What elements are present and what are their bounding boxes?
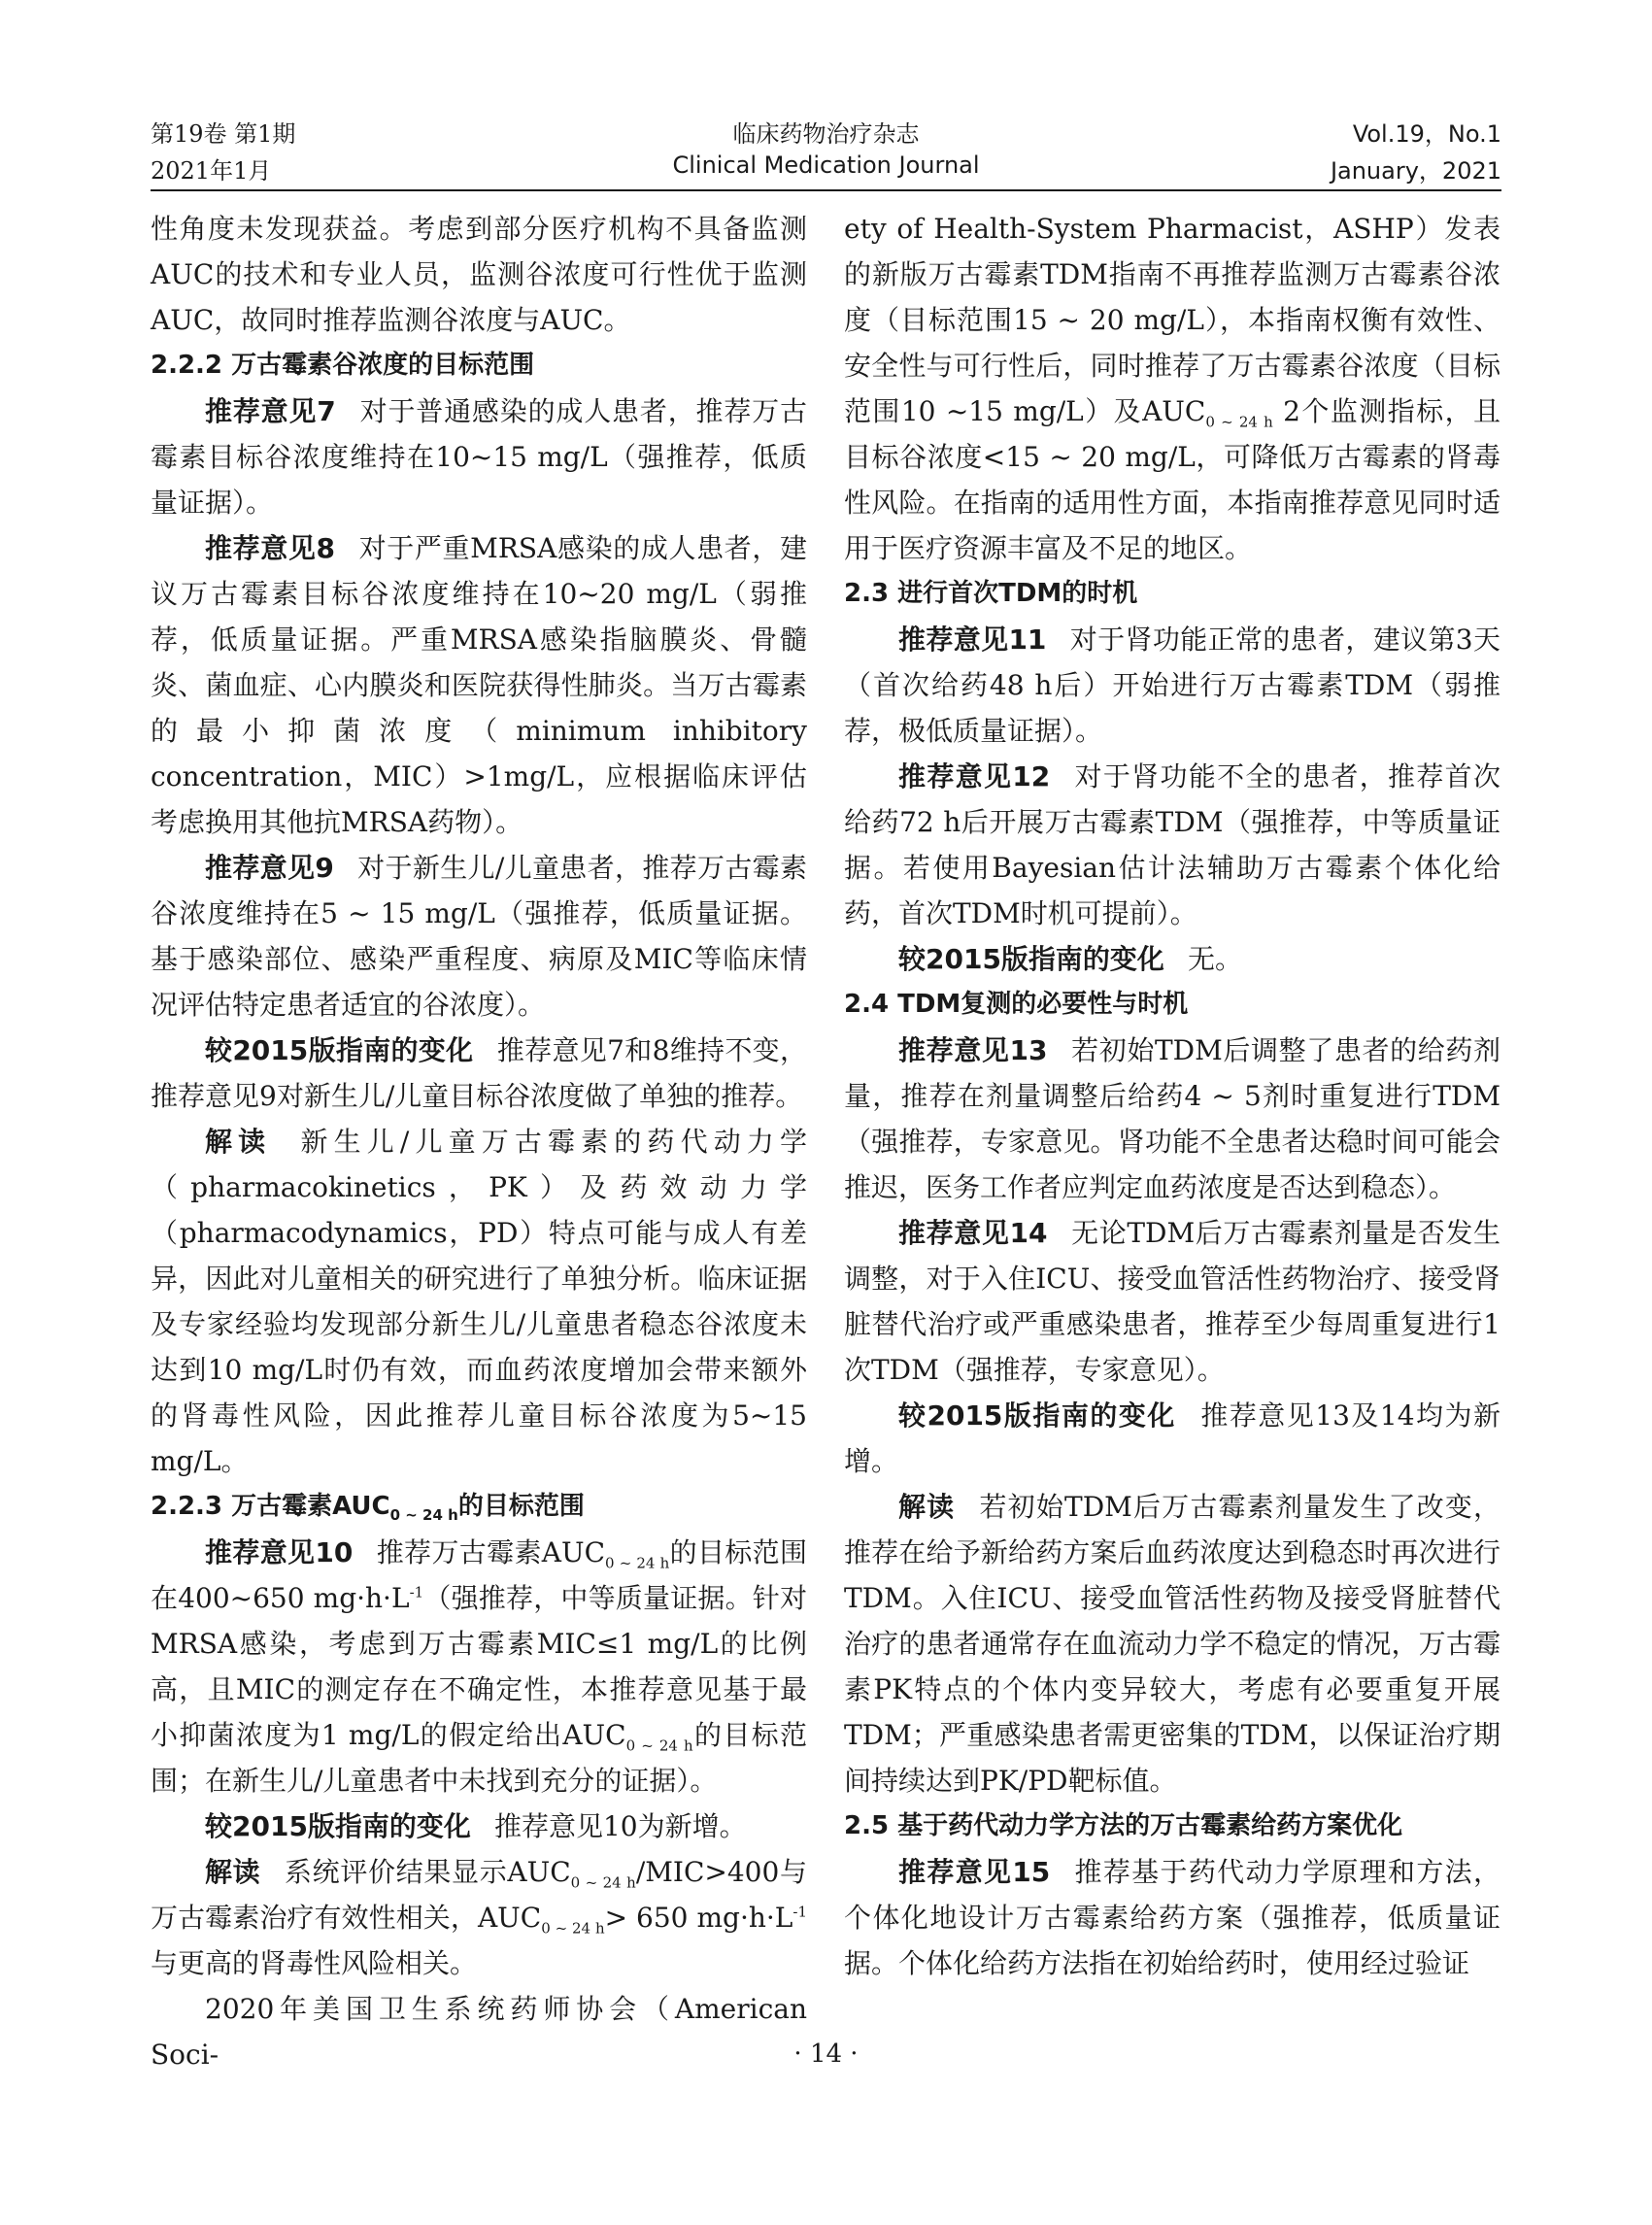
recommendation-text: 对于新生儿/儿童患者，推荐万古霉素谷浓度维持在5 ~ 15 mg/L（强推荐，低质量证据。基于感染部位、感染严重程度、病原及MIC等临床情况评估特定患者适宜的谷浓度）。 <box>151 852 808 1021</box>
recommendation-label: 推荐意见12 <box>898 760 1051 792</box>
left-column <box>151 206 807 2077</box>
recommendation-15 <box>844 1849 1500 1986</box>
page-number: · 14 · <box>793 2040 859 2069</box>
recommendation-13 <box>844 1028 1500 1210</box>
change-label: 较2015版指南的变化 <box>205 1810 471 1842</box>
recommendation-text: 无论TDM后万古霉素剂量是否发生调整，对于入住ICU、接受血管活性药物治疗、接受肾脏替代治疗或严重感染患者，推荐至少每周重复进行1次TDM（强推荐，专家意见）。 <box>844 1217 1501 1386</box>
change-note <box>844 936 1500 982</box>
change-note <box>844 1393 1500 1484</box>
recommendation-label: 推荐意见14 <box>898 1217 1048 1249</box>
journal-title-en: Clinical Medication Journal <box>672 152 980 179</box>
recommendation-label: 推荐意见7 <box>205 395 336 427</box>
recommendation-label: 推荐意见15 <box>898 1856 1051 1888</box>
recommendation-11 <box>844 617 1500 754</box>
recommendation-text: 对于肾功能正常的患者，建议第3天（首次给药48 h后）开始进行万古霉素TDM（弱推荐，极低质量证据）。 <box>844 624 1500 747</box>
section-heading-2-2-3: 2.2.3 万古霉素$AUC_{0 \sim 24 h}$的目标范围 <box>151 1492 585 1525</box>
section-heading-2-2-2: 2.2.2 万古霉素谷浓度的目标范围 <box>151 351 535 380</box>
interpretation-text: 若初始TDM后万古霉素剂量发生了改变，推荐在给予新给药方案后血药浓度达到稳态时再次进行TDM。入住ICU、接受血管活性药物及接受肾脏替代治疗的患者通常存在血流动力学不稳定的情况，万古霉素PK特点的个体内变异较大，考虑有必要重复开展TDM；严重感染患者需更密集的TDM，以保证治疗期间持续达到PK/PD靶标值。 <box>844 1491 1500 1797</box>
interpretation-label: 解读 <box>205 1126 272 1158</box>
change-label: 较2015版指南的变化 <box>898 943 1164 975</box>
interpretation <box>151 1119 807 1484</box>
recommendation-10: 推荐意见10 推荐万古霉素$AUC_{0 \sim 24 h}$的目标范围在400~650 $mg\cdot h\cdot L^{-1}$（强推荐，中等质量证据。针对MRSA感染，考虑到万古霉素MIC≤1 mg/L的比例高，且MIC的测定存在不确定性，本推荐意见基于最小抑菌浓度为1 mg/L的假定给出$AUC_{0 \sim 24 h}$的目标范围；在新生儿/儿童患者中未找到充分的证据）。 <box>151 1536 808 1797</box>
date-en: January，2021 <box>1330 157 1501 185</box>
volume-issue-cn: 第19卷 第1期 <box>151 120 296 148</box>
interpretation-text: 新生儿/儿童万古霉素的药代动力学（pharmacokinetics，PK）及药效动力学（pharmacodynamics，PD）特点可能与成人有差异，因此对儿童相关的研究进行了单独分析。临床证据及专家经验均发现部分新生儿/儿童患者稳态谷浓度未达到10 mg/L时仍有效，而血药浓度增加会带来额外的肾毒性风险，因此推荐儿童目标谷浓度为5~15 mg/L。 <box>151 1126 807 1477</box>
change-label: 较2015版指南的变化 <box>898 1399 1176 1432</box>
change-label: 较2015版指南的变化 <box>205 1034 474 1066</box>
header-divider <box>151 189 1501 191</box>
recommendation-label: 推荐意见9 <box>205 852 334 884</box>
recommendation-label: 推荐意见11 <box>898 624 1047 656</box>
recommendation-text: 对于严重MRSA感染的成人患者，建议万古霉素目标谷浓度维持在10~20 mg/L（弱推荐，低质量证据。严重MRSA感染指脑膜炎、骨髓炎、菌血症、心内膜炎和医院获得性肺炎。当万古霉素的最小抑菌浓度（minimum inhibitory concentration，MIC）>1mg/L，应根据临床评估考虑换用其他抗MRSA药物）。 <box>151 532 808 838</box>
section-heading-2-4: 2.4 TDM复测的必要性与时机 <box>844 990 1189 1019</box>
recommendation-text: 若初始TDM后调整了患者的给药剂量，推荐在剂量调整后给药4 ~ 5剂时重复进行TDM（强推荐，专家意见。肾功能不全患者达稳时间可能会推迟，医务工作者应判定血药浓度是否达到稳态）。 <box>844 1034 1501 1203</box>
interpretation-label: 解读 <box>898 1491 956 1523</box>
paragraph: 性角度未发现获益。考虑到部分医疗机构不具备监测AUC的技术和专业人员，监测谷浓度可行性优于监测AUC，故同时推荐监测谷浓度与AUC。 <box>151 213 807 336</box>
journal-title-cn: 临床药物治疗杂志 <box>732 120 920 148</box>
recommendation-text: 推荐基于药代动力学原理和方法，个体化地设计万古霉素给药方案（强推荐，低质量证据。个体化给药方法指在初始给药时，使用经过验证 <box>844 1856 1500 1979</box>
interpretation <box>844 1484 1500 1804</box>
change-text: 推荐意见10为新增。 <box>493 1810 747 1842</box>
recommendation-label: 推荐意见8 <box>205 532 336 564</box>
recommendation-text: 对于普通感染的成人患者，推荐万古霉素目标谷浓度维持在10~15 mg/L（强推荐，低质量证据）。 <box>151 395 807 519</box>
paragraph: ety of Health-System Pharmacist，ASHP）发表的新版万古霉素TDM指南不再推荐监测万古霉素谷浓度（目标范围15 ~ 20 mg/L），本指南权衡有效性、安全性与可行性后，同时推荐了万古霉素谷浓度（目标范围10 ~15 mg/L）及$AUC_{0 \sim 24 h}$ 2个监测指标，且目标谷浓度<15 ~ 20 mg/L，可降低万古霉素的肾毒性风险。在指南的适用性方面，本指南推荐意见同时适用于医疗资源丰富及不足的地区。 <box>844 213 1501 564</box>
volume-issue-en: Vol.19，No.1 <box>1352 120 1501 148</box>
change-text: 推荐意见7和8维持不变，推荐意见9对新生儿/儿童目标谷浓度做了单独的推荐。 <box>151 1034 807 1112</box>
change-note <box>151 1028 807 1119</box>
paragraph: 2020年美国卫生系统药师协会（American Soci- <box>151 1993 807 2071</box>
section-heading-2-3: 2.3 进行首次TDM的时机 <box>844 579 1138 608</box>
date-cn: 2021年1月 <box>151 157 272 185</box>
right-column <box>844 206 1500 1986</box>
recommendation-text: 对于肾功能不全的患者，推荐首次给药72 h后开展万古霉素TDM（强推荐，中等质量证据。若使用Bayesian估计法辅助万古霉素个体化给药，首次TDM时机可提前）。 <box>844 760 1500 929</box>
recommendation-label: 推荐意见13 <box>898 1034 1048 1066</box>
recommendation-12 <box>844 754 1500 936</box>
running-header <box>151 115 1501 192</box>
recommendation-7 <box>151 388 807 525</box>
recommendation-label: 推荐意见10 <box>205 1536 354 1568</box>
change-note <box>151 1804 807 1849</box>
recommendation-8 <box>151 525 807 845</box>
interpretation: 解读 系统评价结果显示$AUC_{0 \sim 24 h}/MIC>400$与万古霉素治疗有效性相关，$AUC_{0 \sim 24 h}> 650$ $mg\cdot h\cdot L^{-1}$与更高的肾毒性风险相关。 <box>151 1856 807 1979</box>
interpretation-label: 解读 <box>205 1856 261 1888</box>
change-text: 推荐意见13及14均为新增。 <box>844 1399 1500 1477</box>
recommendation-14 <box>844 1210 1500 1393</box>
recommendation-9 <box>151 845 807 1028</box>
change-text: 无。 <box>1187 943 1242 975</box>
section-heading-2-5: 2.5 基于药代动力学方法的万古霉素给药方案优化 <box>844 1811 1403 1840</box>
